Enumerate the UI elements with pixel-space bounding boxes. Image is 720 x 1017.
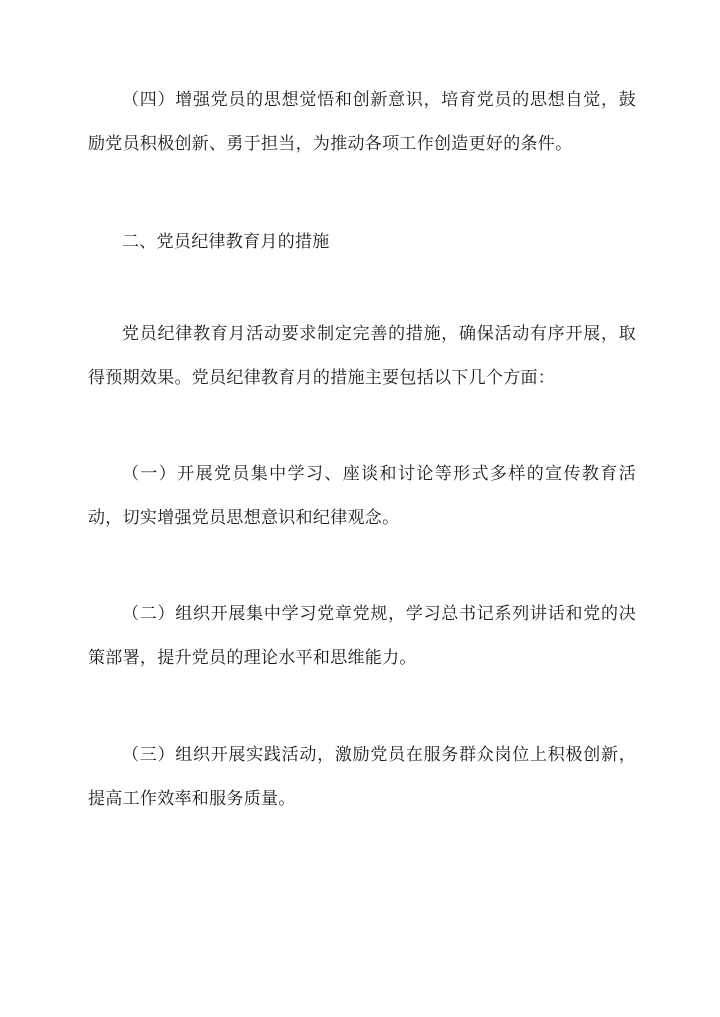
paragraph-measures-intro: 党员纪律教育月活动要求制定完善的措施，确保活动有序开展，取得预期效果。党员纪律教育月的措施主要包括以下几个方面： xyxy=(88,324,636,388)
section-heading-measures: 二、党员纪律教育月的措施 xyxy=(122,232,330,252)
paragraph-item-1: （一）开展党员集中学习、座谈和讨论等形式多样的宣传教育活动，切实增强党员思想意识和纪律观念。 xyxy=(88,464,636,528)
paragraph-item-2: （二）组织开展集中学习党章党规，学习总书记系列讲话和党的决策部署，提升党员的理论水平和思维能力。 xyxy=(88,604,636,668)
paragraph-item-3: （三）组织开展实践活动，激励党员在服务群众岗位上积极创新，提高工作效率和服务质量。 xyxy=(88,745,636,809)
paragraph-item-4: （四）增强党员的思想觉悟和创新意识，培育党员的思想自觉，鼓励党员积极创新、勇于担当，为推动各项工作创造更好的条件。 xyxy=(88,90,636,154)
